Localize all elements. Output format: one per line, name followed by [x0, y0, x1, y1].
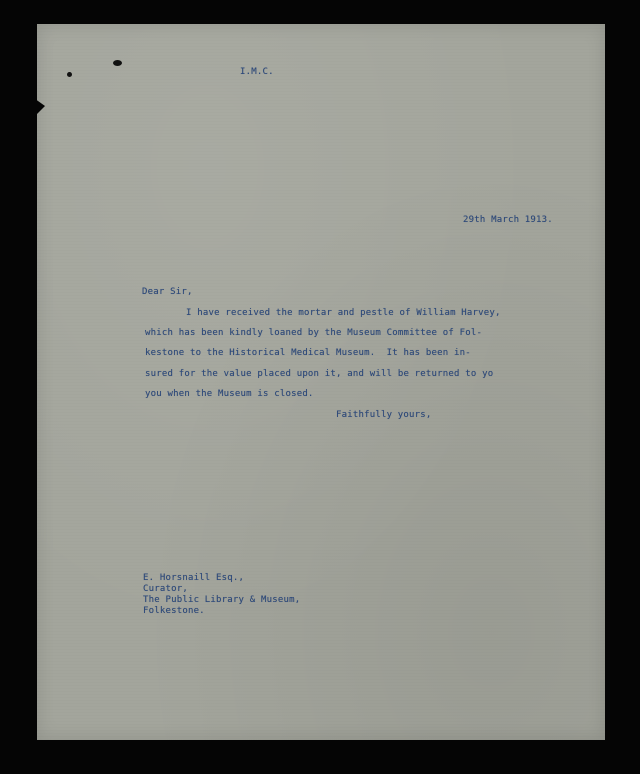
addressee-title: Curator, — [143, 584, 188, 594]
reference-initials: I.M.C. — [240, 67, 274, 77]
paper-tear — [31, 96, 45, 120]
closing: Faithfully yours, — [336, 410, 432, 420]
addressee-town: Folkestone. — [143, 606, 205, 616]
salutation: Dear Sir, — [142, 287, 193, 297]
punch-hole-mark — [113, 60, 122, 66]
letter-date: 29th March 1913. — [463, 215, 553, 225]
addressee-name: E. Horsnaill Esq., — [143, 573, 245, 583]
addressee-institution: The Public Library & Museum, — [143, 595, 301, 605]
body-line-5: you when the Museum is closed. — [145, 389, 314, 399]
ink-speck — [67, 72, 72, 77]
body-line-4: sured for the value placed upon it, and will be returned to yo — [145, 369, 494, 379]
body-line-2: which has been kindly loaned by the Museum Committee of Fol- — [145, 328, 483, 338]
body-line-3: kestone to the Historical Medical Museum. It has been in- — [145, 348, 471, 358]
letter-sheet — [37, 24, 605, 740]
body-line-1: I have received the mortar and pestle of William Harvey, — [186, 308, 501, 318]
